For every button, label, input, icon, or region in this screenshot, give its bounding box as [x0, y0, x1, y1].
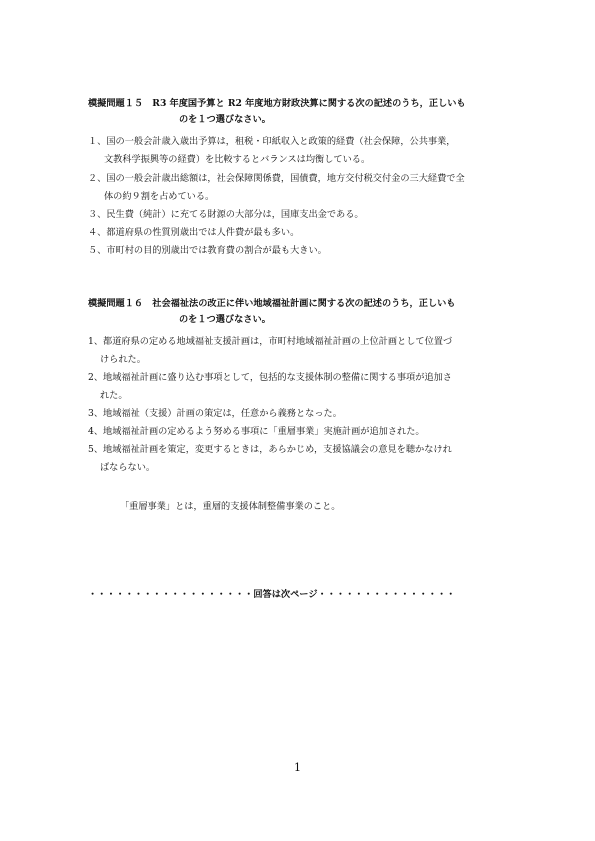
q15-option-1: １、国の一般会計歳入歳出予算は，租税・印紙収入と政策的経費（社会保障，公共事業，: [88, 136, 456, 147]
q15-option-2-cont: 体の約９割を占めている。: [104, 191, 215, 202]
q16-option-5: 5、地域福祉計画を策定，変更するときは，あらかじめ，支援協議会の意見を聴かなけれ: [88, 444, 452, 455]
q15-option-5: ５、市町村の目的別歳出では教育費の割合が最も大きい。: [88, 245, 327, 256]
footnote: 「重層事業」とは，重層的支援体制整備事業のこと。: [120, 501, 341, 512]
q16-option-1: 1、都道府県の定める地域福祉支援計画は，市町村地域福祉計画の上位計画として位置づ: [88, 336, 453, 347]
q16-option-1-cont: けられた。: [100, 354, 146, 365]
question-15-title-continued: のを１つ選びなさい。: [179, 114, 271, 125]
q16-option-5-cont: ばならない。: [100, 462, 156, 473]
q16-option-3: 3、地域福祉（支援）計画の策定は，任意から義務となった。: [88, 408, 342, 419]
q16-option-2: 2、地域福祉計画に盛り込む事項として，包括的な支援体制の整備に関する事項が追加さ: [88, 372, 452, 383]
question-15-title: 模擬問題１５ R3 年度国予算と R2 年度地方財政決算に関する次の記述のうち，正しいも: [88, 98, 466, 109]
question-16-heading: [88, 296, 456, 328]
q15-option-4: ４、都道府県の性質別歳出では人件費が最も多い。: [88, 227, 300, 238]
question-15-heading: [88, 96, 466, 128]
q15-option-3: ３、民生費（純計）に充てる財源の大部分は，国庫支出金である。: [88, 209, 364, 220]
answer-next-page-divider: ・・・・・・・・・・・・・・・・・・回答は次ページ・・・・・・・・・・・・・・・: [88, 589, 456, 600]
q16-option-2-cont: れた。: [100, 390, 128, 401]
page-number: 1: [294, 761, 301, 774]
question-16-title: 模擬問題１６ 社会福祉法の改正に伴い地域福祉計画に関する次の記述のうち，正しいも: [88, 298, 456, 309]
q16-option-4: 4、地域福祉計画の定めるよう努める事項に「重層事業」実施計画が追加された。: [88, 426, 425, 437]
question-16-title-continued: のを１つ選びなさい。: [179, 314, 271, 325]
q15-option-1-cont: 文教科学振興等の経費）を比較するとバランスは均衡している。: [104, 154, 371, 165]
q15-option-2: ２、国の一般会計歳出総額は，社会保障関係費，国債費，地方交付税交付金の三大経費で全: [88, 173, 465, 184]
